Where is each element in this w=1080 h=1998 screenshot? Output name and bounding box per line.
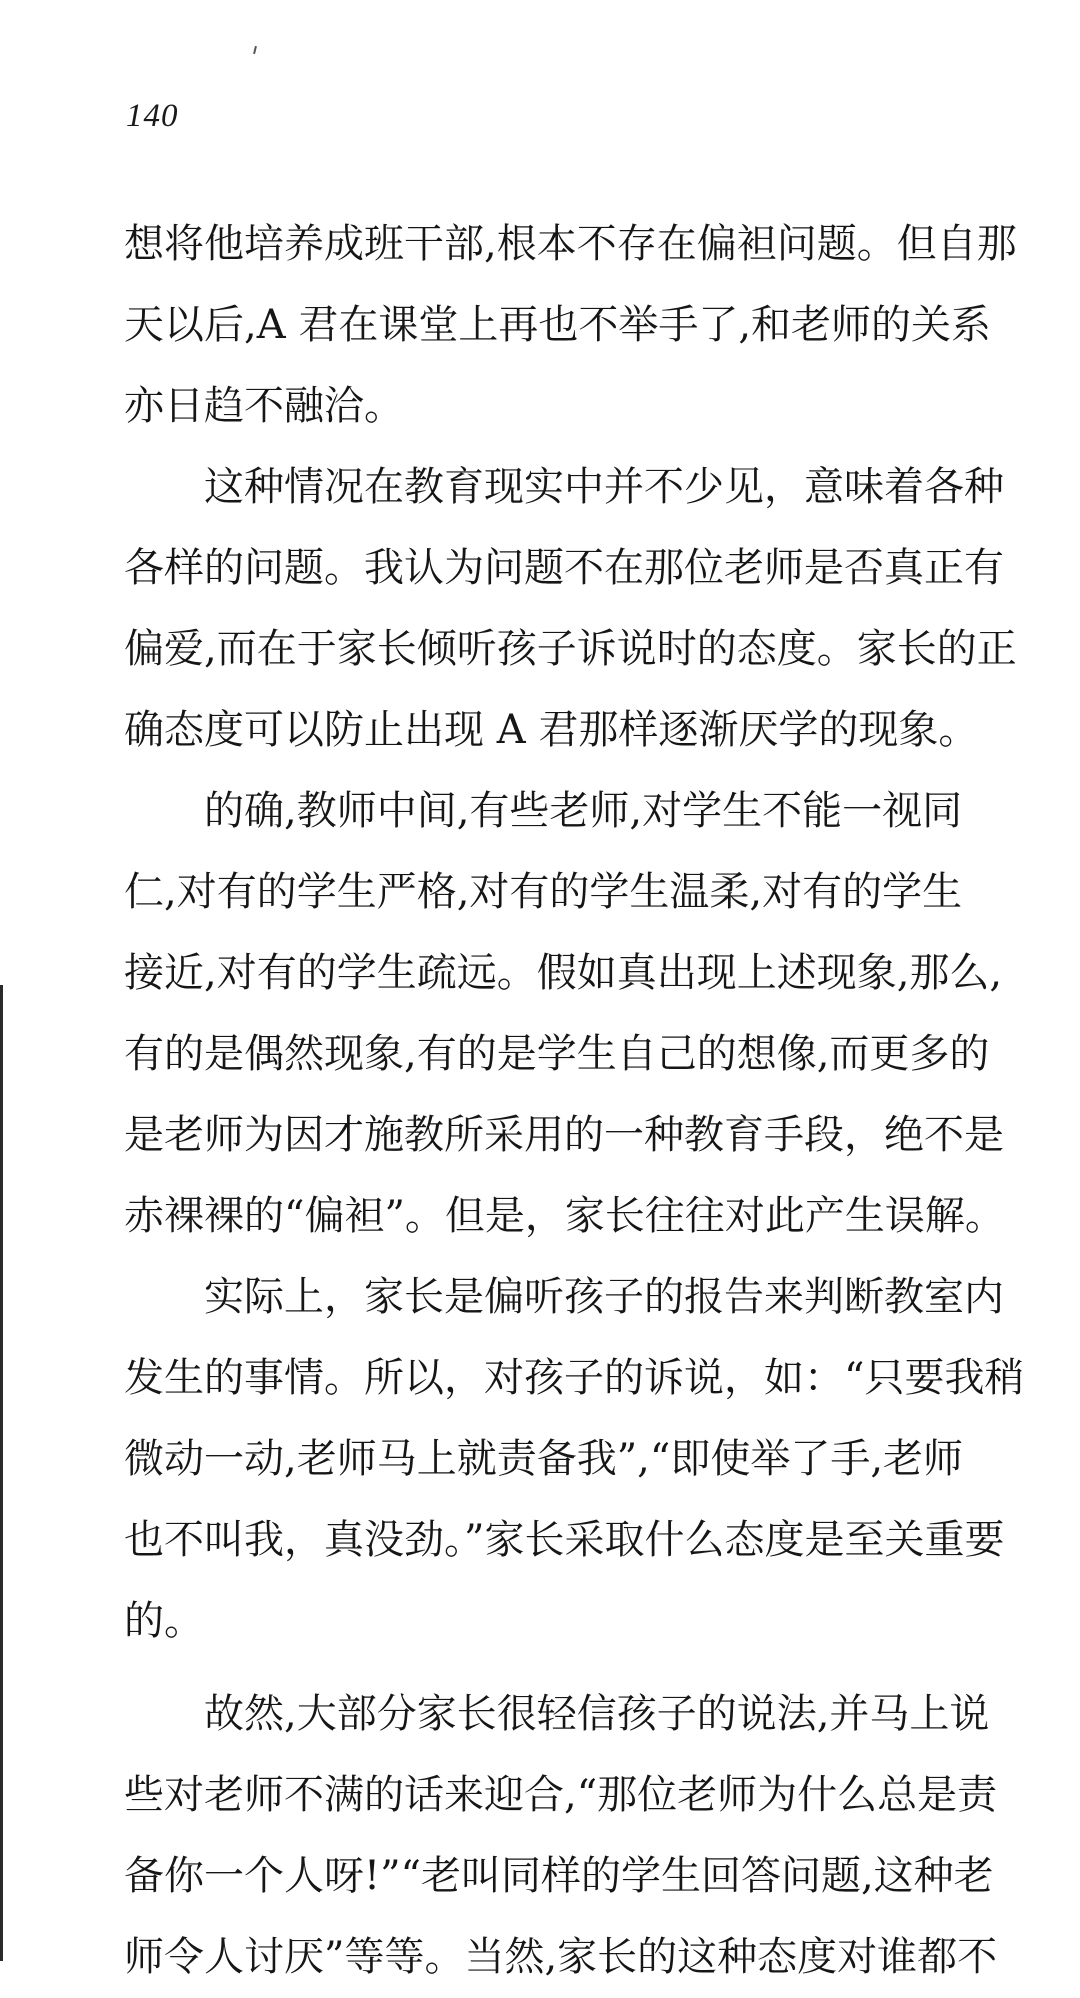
paragraph [124,447,1017,771]
text-line: 备你一个人呀!”“老叫同样的学生回答问题,这种老 [124,1853,994,1899]
text-line: 些对老师不满的话来迎合,“那位老师为什么总是责 [124,1772,998,1818]
paragraph [124,1257,1025,1662]
text-line: 偏爱,而在于家长倾听孩子诉说时的态度。家长的正 [124,626,1017,672]
text-line: 的确,教师中间,有些老师,对学生不能一视同 [124,788,963,834]
text-line: 师令人讨厌”等等。当然,家长的这种态度对谁都不 [124,1934,998,1980]
text-line: 亦日趋不融洽。 [124,383,404,429]
paragraph [124,771,1005,1257]
text-line: 想将他培养成班干部,根本不存在偏袒问题。但自那 [124,221,1017,267]
text-line: 赤裸裸的“偏袒”。但是，家长往往对此产生误解。 [124,1193,1005,1239]
text-line: 微动一动,老师马上就责备我”,“即使举了手,老师 [124,1436,964,1482]
text-line: 发生的事情。所以，对孩子的诉说，如：“只要我稍 [124,1355,1025,1401]
text-line: 这种情况在教育现实中并不少见，意味着各种 [124,464,1004,510]
page-number: 140 [126,98,179,134]
paragraph [124,204,1017,447]
text-line: 故然,大部分家长很轻信孩子的说法,并马上说 [124,1691,990,1737]
text-line: 仁,对有的学生严格,对有的学生温柔,对有的学生 [124,869,963,915]
paragraph [124,1674,998,1998]
text-line: 各样的问题。我认为问题不在那位老师是否真正有 [124,545,1004,591]
text-line: 确态度可以防止出现 A 君那样逐渐厌学的现象。 [124,707,979,753]
text-line: 有的是偶然现象,有的是学生自己的想像,而更多的 [124,1031,990,1077]
text-line: 是老师为因才施教所采用的一种教育手段，绝不是 [124,1112,1004,1158]
text-line: 的。 [124,1598,204,1644]
text-line: 实际上，家长是偏听孩子的报告来判断教室内 [124,1274,1004,1320]
text-line: 天以后,A 君在课堂上再也不举手了,和老师的关系 [124,302,992,348]
scan-binding-edge [0,985,3,1961]
body-text [124,204,1025,1998]
text-line: 也不叫我，真没劲。”家长采取什么态度是至关重要 [124,1517,1005,1563]
paragraph-gap [124,1662,976,1674]
text-line: 接近,对有的学生疏远。假如真出现上述现象,那么, [124,950,1003,996]
print-mark [253,46,257,54]
